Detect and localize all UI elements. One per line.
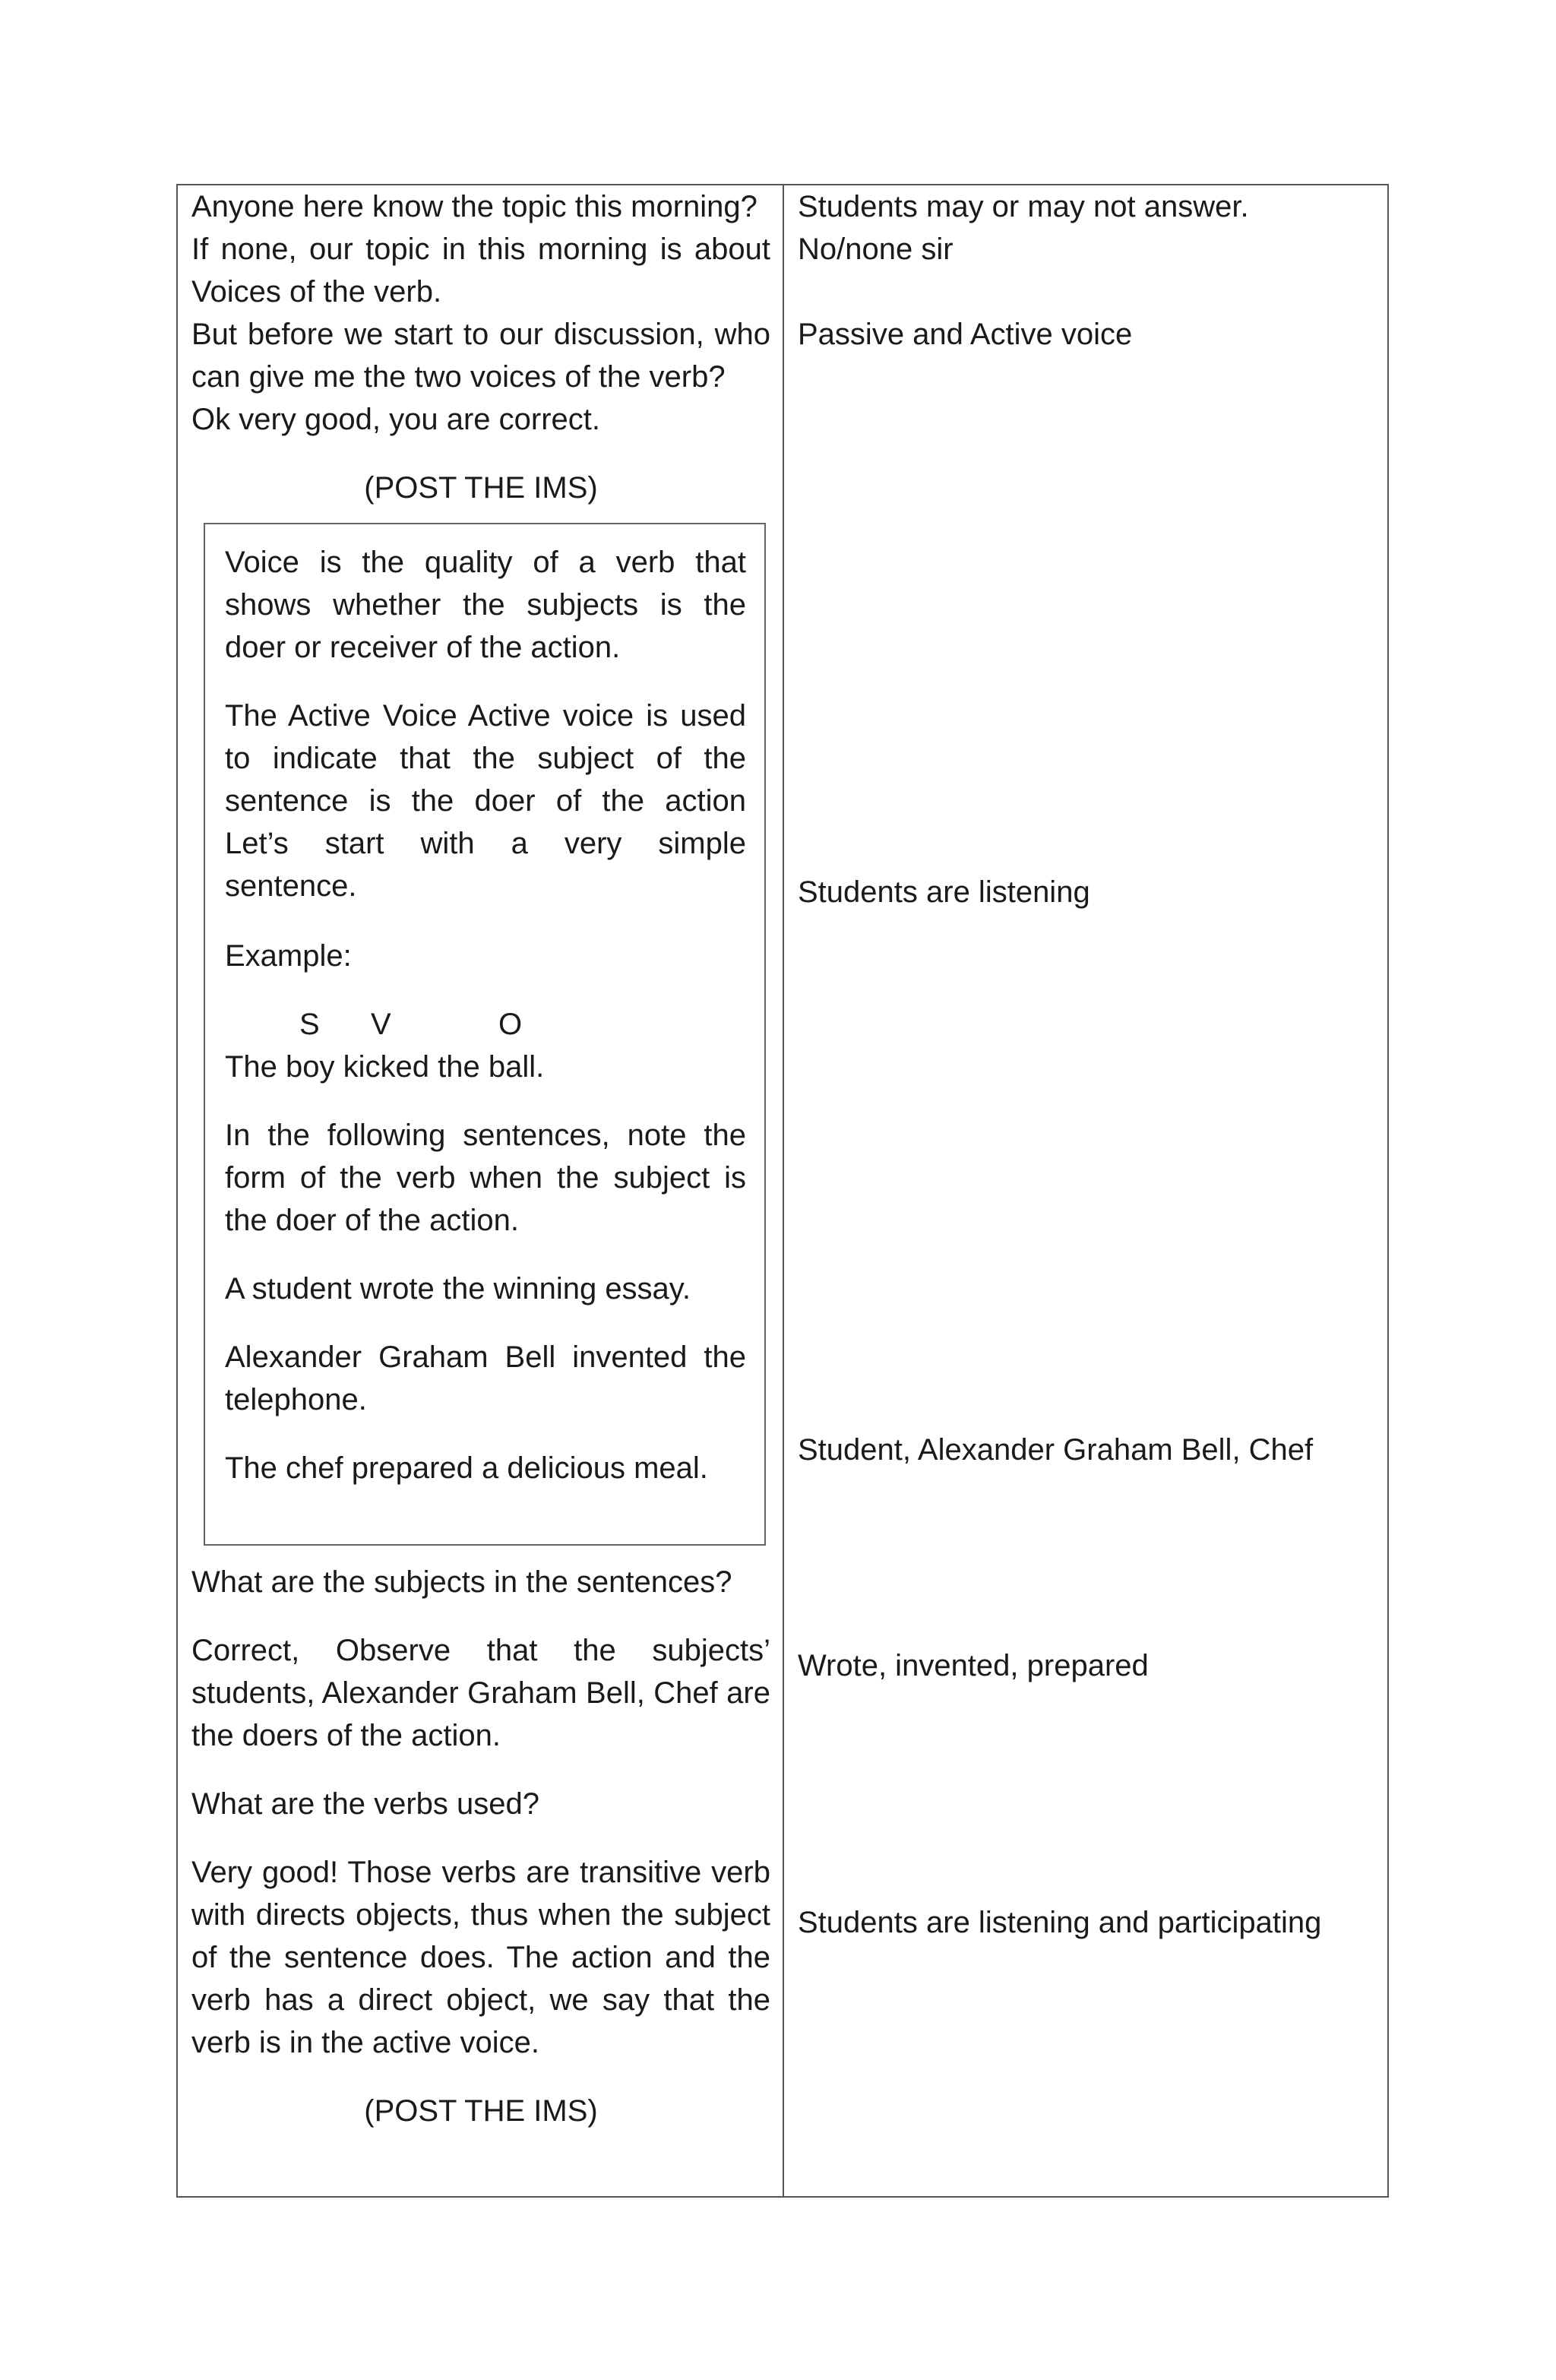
following-line-2: form of the verb when the subject is xyxy=(225,1161,746,1195)
response-6: Wrote, invented, prepared xyxy=(798,1649,1149,1682)
question-subjects: What are the subjects in the sentences? xyxy=(191,1565,732,1599)
correct-line-2: students, Alexander Graham Bell, Chef are xyxy=(191,1676,770,1710)
following-line-1: In the following sentences, note the xyxy=(225,1119,746,1152)
example-sentence-2-line-2: telephone. xyxy=(225,1383,367,1416)
example-sentence-3: The chef prepared a delicious meal. xyxy=(225,1451,708,1485)
lesson-table xyxy=(176,184,1389,2198)
very-good-line-2: with directs objects, thus when the subject xyxy=(191,1898,770,1932)
active-line-5: sentence. xyxy=(225,869,357,903)
question-verbs: What are the verbs used? xyxy=(191,1787,540,1821)
active-line-1: The Active Voice Active voice is used xyxy=(225,699,746,733)
response-5: Student, Alexander Graham Bell, Chef xyxy=(798,1433,1314,1467)
example-sentence-2-line-1: Alexander Graham Bell invented the xyxy=(225,1340,746,1374)
active-line-4: Let’s start with a very simple xyxy=(225,827,746,860)
svo-o: O xyxy=(498,1008,523,1041)
definition-line-3: doer or receiver of the action. xyxy=(225,631,621,664)
column-divider xyxy=(783,185,784,2196)
intro-line-6: Ok very good, you are correct. xyxy=(191,403,601,436)
active-line-3: sentence is the doer of the action xyxy=(225,784,746,818)
post-ims-label-1: (POST THE IMS) xyxy=(364,471,598,505)
very-good-line-3: of the sentence does. The action and the xyxy=(191,1941,770,1974)
post-ims-label-2: (POST THE IMS) xyxy=(364,2094,598,2128)
very-good-line-4: verb has a direct object, we say that the xyxy=(191,1983,770,2017)
svo-s: S xyxy=(299,1008,320,1041)
example-sentence-1: A student wrote the winning essay. xyxy=(225,1272,691,1306)
response-4: Students are listening xyxy=(798,875,1090,909)
following-line-3: the doer of the action. xyxy=(225,1204,519,1237)
example-sentence: The boy kicked the ball. xyxy=(225,1050,545,1084)
response-1: Students may or may not answer. xyxy=(798,190,1249,223)
response-7: Students are listening and participating xyxy=(798,1906,1322,1939)
ims-box xyxy=(204,523,766,1546)
intro-line-2: If none, our topic in this morning is about xyxy=(191,233,770,266)
definition-line-1: Voice is the quality of a verb that xyxy=(225,546,746,579)
response-3: Passive and Active voice xyxy=(798,318,1133,351)
very-good-line-1: Very good! Those verbs are transitive verb xyxy=(191,1856,770,1889)
svo-v: V xyxy=(371,1008,391,1041)
correct-line-3: the doers of the action. xyxy=(191,1719,501,1752)
correct-line-1: Correct, Observe that the subjects’ xyxy=(191,1634,770,1667)
response-2: No/none sir xyxy=(798,233,954,266)
very-good-line-5: verb is in the active voice. xyxy=(191,2026,539,2059)
intro-line-3: Voices of the verb. xyxy=(191,275,442,309)
intro-line-5: can give me the two voices of the verb? xyxy=(191,360,726,394)
intro-line-1: Anyone here know the topic this morning? xyxy=(191,190,757,223)
example-label: Example: xyxy=(225,939,352,973)
active-line-2: to indicate that the subject of the xyxy=(225,742,746,775)
intro-line-4: But before we start to our discussion, who xyxy=(191,318,770,351)
definition-line-2: shows whether the subjects is the xyxy=(225,588,746,622)
